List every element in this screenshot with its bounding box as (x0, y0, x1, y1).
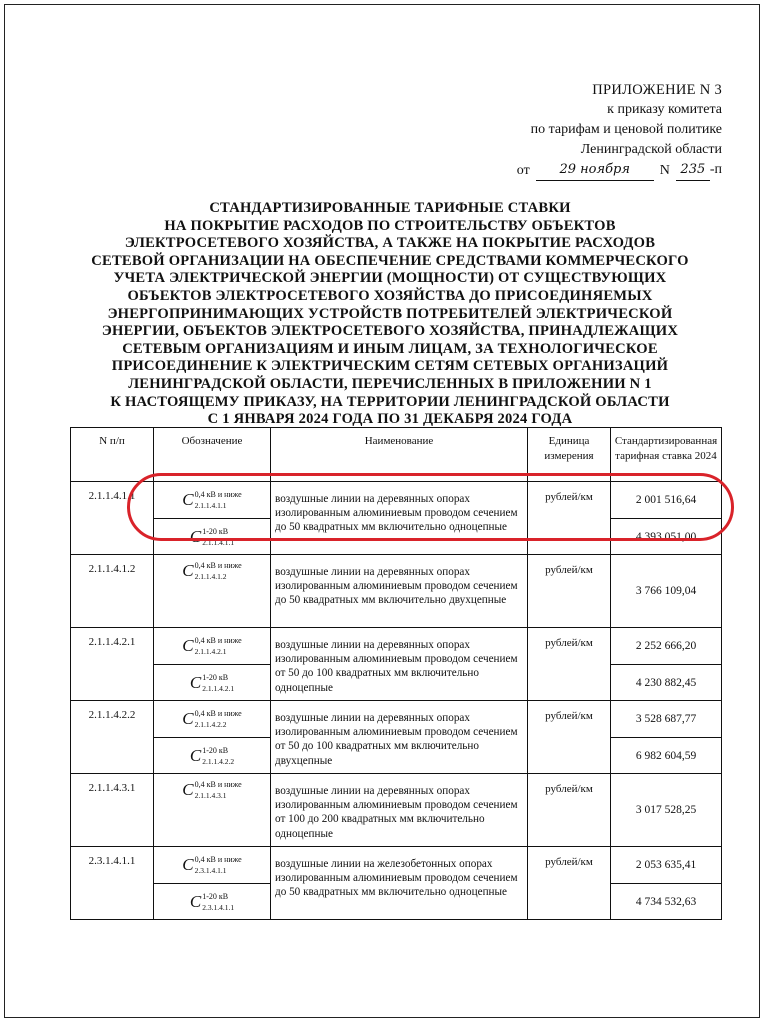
rate-cell (611, 555, 722, 628)
symbol-1-20kv: C 1-20 кВ 2.1.1.4.2.1 (154, 664, 270, 700)
rate-1-20kv: 4 230 882,45 (611, 664, 721, 700)
title-line: ЭНЕРГОПРИНИМАЮЩИХ УСТРОЙСТВ ПОТРЕБИТЕЛЕЙ ЭЛЕКТРИЧЕСКОЙ (107, 305, 673, 322)
table-row (71, 847, 722, 920)
row-unit: рублей/км (528, 482, 611, 555)
designation-cell (154, 555, 271, 628)
rate-04kv: 3 528 687,77 (635, 713, 697, 725)
rate-cell (611, 847, 722, 920)
symbol-04kv: C 0,4 кВ и ниже 2.1.1.4.1.2 (182, 561, 242, 581)
symbol-04kv: C 0,4 кВ и ниже 2.1.1.4.2.2 (182, 709, 242, 729)
title-line: НА ПОКРЫТИЕ РАСХОДОВ ПО СТРОИТЕЛЬСТВУ ОБЪЕКТОВ (164, 217, 616, 234)
header-unit: Единица измерения (528, 428, 611, 482)
table-row (71, 701, 722, 774)
table-row (71, 774, 722, 847)
row-name: воздушные линии на деревянных опорах изолированным алюминиевым проводом сечением от 50 до 100 квадратных мм включительно одноцепные (271, 628, 528, 701)
table-row (71, 555, 722, 628)
rate-1-20kv: 4 734 532,63 (611, 883, 721, 919)
designation-cell (154, 774, 271, 847)
red-highlight-ellipse (127, 473, 734, 541)
appendix-line-1: к приказу комитета (607, 102, 722, 117)
header-num: N п/п (71, 428, 154, 482)
header-designation: Обозначение (154, 428, 271, 482)
designation-cell (154, 701, 271, 774)
title-line: ЛЕНИНГРАДСКОЙ ОБЛАСТИ, ПЕРЕЧИСЛЕННЫХ В ПРИЛОЖЕНИИ N 1 (128, 375, 652, 392)
symbol-1-20kv: C 1-20 кВ 2.1.1.4.2.2 (154, 737, 270, 773)
rate-04kv: 2 053 635,41 (635, 859, 697, 871)
row-unit: рублей/км (528, 774, 611, 847)
row-code: 2.3.1.4.1.1 (71, 847, 154, 920)
appendix-title: ПРИЛОЖЕНИЕ N 3 (592, 82, 722, 98)
document-title (70, 200, 710, 429)
handwritten-date: 29 ноября (536, 160, 654, 181)
rate-cell (611, 774, 722, 847)
symbol-04kv: C 0,4 кВ и ниже 2.1.1.4.3.1 (182, 780, 242, 800)
row-code: 2.1.1.4.1.1 (71, 482, 154, 555)
row-name: воздушные линии на деревянных опорах изолированным алюминиевым проводом сечением до 50 квадратных мм включительно одноцепные (271, 482, 528, 555)
appendix-line-3: Ленинградской области (580, 142, 722, 157)
symbol-04kv: C 0,4 кВ и ниже 2.1.1.4.2.1 (182, 636, 242, 656)
designation-cell (154, 847, 271, 920)
rate-cell (611, 701, 722, 774)
row-code: 2.1.1.4.2.2 (71, 701, 154, 774)
row-unit: рублей/км (528, 628, 611, 701)
header-rate: Стандартизированная тарифная ставка 2024 (611, 428, 722, 482)
row-unit: рублей/км (528, 701, 611, 774)
row-name: воздушные линии на железобетонных опорах изолированным алюминиевым проводом сечением до 50 квадратных мм включительно одноцепные (271, 847, 528, 920)
symbol-1-20kv: C 1-20 кВ 2.3.1.4.1.1 (154, 883, 270, 919)
row-code: 2.1.1.4.3.1 (71, 774, 154, 847)
appendix-line-2: по тарифам и ценовой политике (530, 122, 722, 137)
order-date-number (517, 160, 722, 181)
title-line: ЭНЕРГИИ, ОБЪЕКТОВ ЭЛЕКТРОСЕТЕВОГО ХОЗЯЙСТВА, ПРИНАДЛЕЖАЩИХ (101, 323, 679, 340)
title-line: СЕТЕВОЙ ОРГАНИЗАЦИИ НА ОБЕСПЕЧЕНИЕ СРЕДСТВАМИ КОММЕРЧЕСКОГО (91, 252, 689, 269)
title-line: К НАСТОЯЩЕМУ ПРИКАЗУ, НА ТЕРРИТОРИИ ЛЕНИНГРАДСКОЙ ОБЛАСТИ (110, 393, 670, 410)
header-name: Наименование (271, 428, 528, 482)
rate-04kv: 3 766 109,04 (635, 585, 697, 597)
rate-04kv: 2 001 516,64 (635, 494, 697, 506)
handwritten-number: 235 (676, 160, 710, 181)
row-unit: рублей/км (528, 555, 611, 628)
appendix-header (517, 80, 722, 181)
rate-04kv: 3 017 528,25 (635, 804, 697, 816)
number-suffix: -п (709, 162, 722, 177)
title-line: СЕТЕВЫМ ОРГАНИЗАЦИЯМ И ИНЫМ ЛИЦАМ, ЗА ТЕХНОЛОГИЧЕСКОЕ (122, 340, 658, 357)
rate-1-20kv: 4 393 051,00 (611, 518, 721, 554)
table-row (71, 628, 722, 701)
number-label: N (659, 163, 670, 178)
symbol-04kv: C 0,4 кВ и ниже 2.1.1.4.1.1 (182, 490, 242, 510)
designation-cell (154, 628, 271, 701)
from-label: от (516, 163, 530, 178)
title-line: ПРИСОЕДИНЕНИЕ К ЭЛЕКТРИЧЕСКИМ СЕТЯМ СЕТЕВЫХ ОРГАНИЗАЦИЙ (111, 358, 669, 375)
title-line: ОБЪЕКТОВ ЭЛЕКТРОСЕТЕВОГО ХОЗЯЙСТВА ДО ПРИСОЕДИНЯЕМЫХ (127, 287, 653, 304)
rate-1-20kv: 6 982 604,59 (611, 737, 721, 773)
title-line: С 1 ЯНВАРЯ 2024 ГОДА ПО 31 ДЕКАБРЯ 2024 ГОДА (207, 411, 573, 428)
row-name: воздушные линии на деревянных опорах изолированным алюминиевым проводом сечением до 50 квадратных мм включительно двухцепные (271, 555, 528, 628)
title-line: СТАНДАРТИЗИРОВАННЫЕ ТАРИФНЫЕ СТАВКИ (209, 200, 571, 216)
row-name: воздушные линии на деревянных опорах изолированным алюминиевым проводом сечением от 50 до 100 квадратных мм включительно двухцепные (271, 701, 528, 774)
rate-04kv: 2 252 666,20 (635, 640, 697, 652)
row-code: 2.1.1.4.2.1 (71, 628, 154, 701)
row-name: воздушные линии на деревянных опорах изолированным алюминиевым проводом сечением от 100 до 200 квадратных мм включительно одноцепные (271, 774, 528, 847)
rate-cell (611, 628, 722, 701)
row-code: 2.1.1.4.1.2 (71, 555, 154, 628)
title-line: УЧЕТА ЭЛЕКТРИЧЕСКОЙ ЭНЕРГИИ (МОЩНОСТИ) ОТ СУЩЕСТВУЮЩИХ (113, 270, 667, 287)
row-unit: рублей/км (528, 847, 611, 920)
title-line: ЭЛЕКТРОСЕТЕВОГО ХОЗЯЙСТВА, А ТАКЖЕ НА ПОКРЫТИЕ РАСХОДОВ (124, 235, 656, 252)
symbol-04kv: C 0,4 кВ и ниже 2.3.1.4.1.1 (182, 855, 242, 875)
symbol-1-20kv: C 1-20 кВ 2.1.1.4.1.1 (154, 518, 270, 554)
